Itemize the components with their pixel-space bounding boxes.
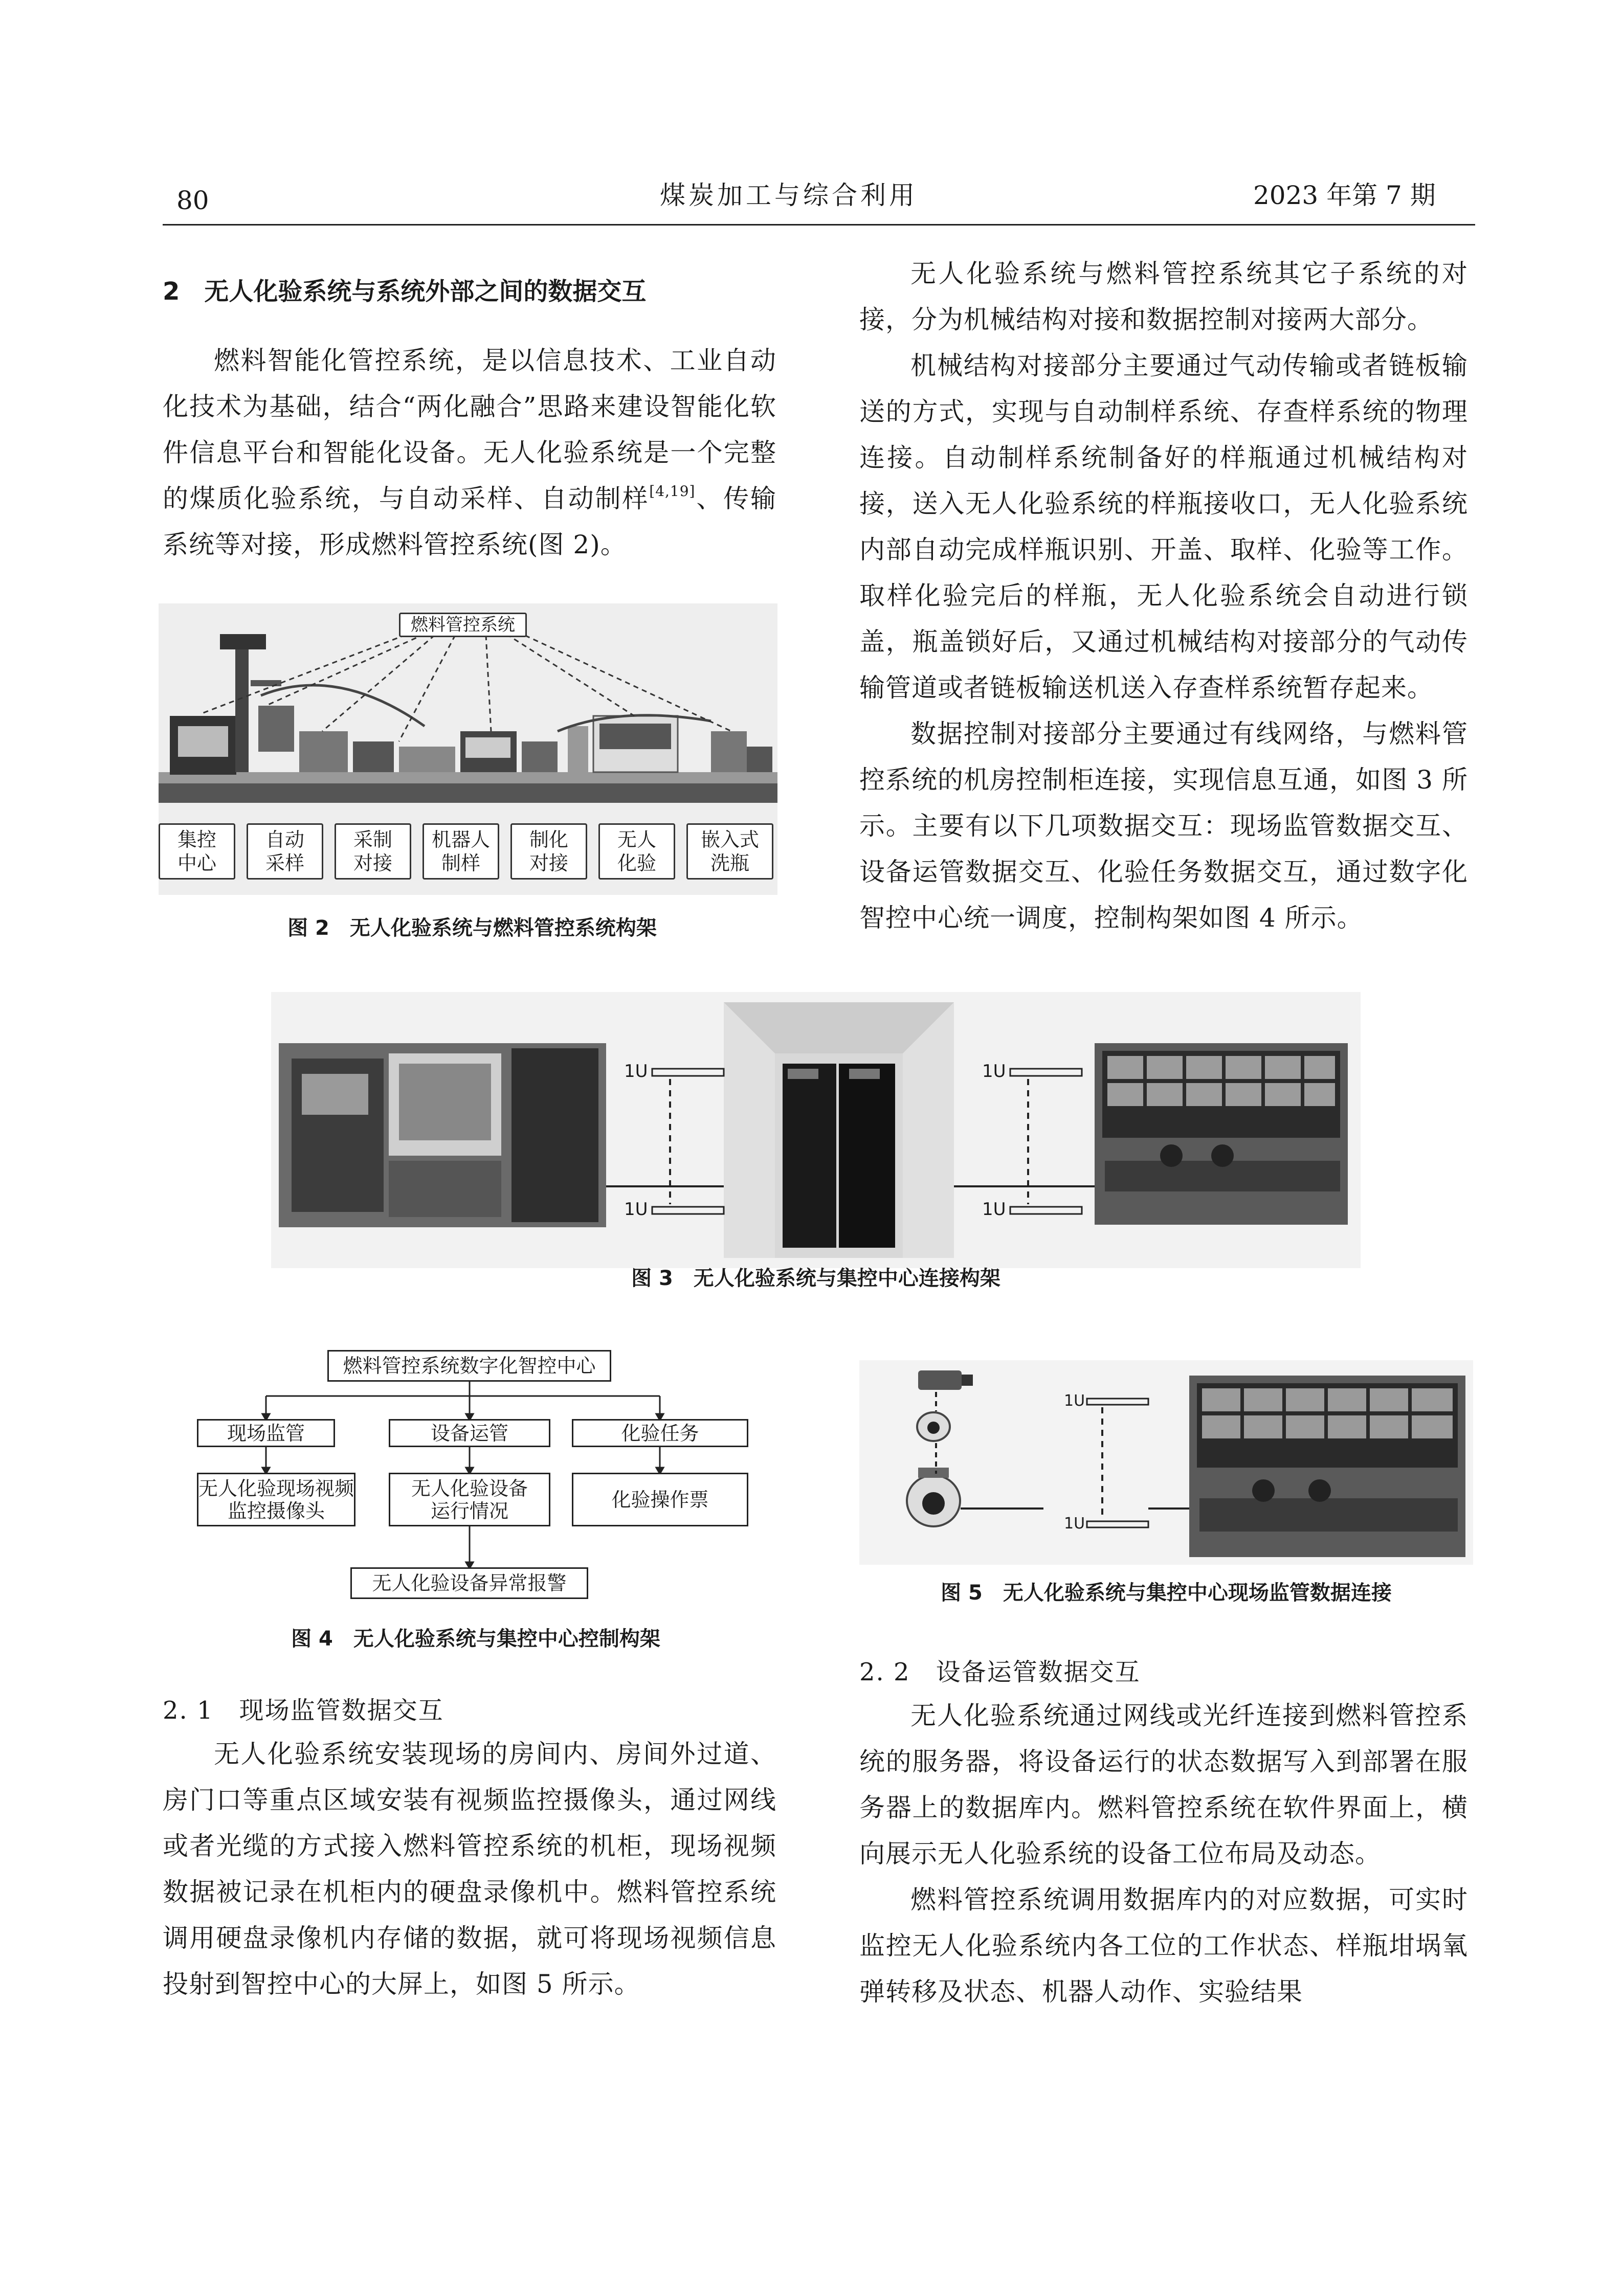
- fig4-node-site-supervision: 现场监管: [197, 1419, 335, 1447]
- fig4-bottom-node: 无人化验设备异常报警: [350, 1567, 588, 1599]
- fig3-rack-label-2: 1U: [624, 1199, 648, 1220]
- subsection-2-2-paragraph-2: 燃料管控系统调用数据库内的对应数据，可实时监控无人化验系统内各工位的工作状态、样瓶坩埚氧弹转移及状态、机器人动作、实验结果: [859, 1885, 1468, 2007]
- subsection-2-2-heading: 2. 2 设备运管数据交互: [859, 1658, 1141, 1686]
- right-paragraph-2: 机械结构对接部分主要通过气动传输或者链板输送的方式，实现与自动制样系统、存查样系统的物理连接。自动制样系统制备好的样瓶通过机械结构对接，送入无人化验系统的样瓶接收口，无人化验系统内部自动完成样瓶识别、开盖、取样、化验等工作。取样化验完后的样瓶，无人化验系统会自动进行锁盖，瓶盖锁好后，又通过机械结构对接部分的气动传输管道或者链板输送机送入存查样系统暂存起来。: [859, 351, 1468, 703]
- subsection-2-2-paragraph-1: 无人化验系统通过网线或光纤连接到燃料管控系统的服务器，将设备运行的状态数据写入到部署在服务器上的数据库内。燃料管控系统在软件界面上，横向展示无人化验系统的设备工位布局及动态。: [859, 1701, 1468, 1869]
- fig2-label-bottle-wash: 嵌入式 洗瓶: [686, 823, 773, 880]
- section-heading: 2 无人化验系统与系统外部之间的数据交互: [163, 277, 647, 306]
- fig5-caption: 图 5 无人化验系统与集控中心现场监管数据连接: [941, 1581, 1392, 1605]
- page-number: 80: [176, 186, 209, 215]
- fig4-node-lab-task: 化验任务: [572, 1419, 748, 1447]
- issue-label: 2023 年第 7 期: [1253, 181, 1436, 210]
- fig3-rack-label-1: 1U: [624, 1061, 648, 1082]
- fig5-illustration: [859, 1360, 1473, 1565]
- subsection-2-1-heading: 2. 1 现场监管数据交互: [163, 1696, 444, 1725]
- fig2-top-label: 燃料管控系统: [399, 613, 527, 637]
- header-rule: [163, 224, 1475, 226]
- fig4-node-camera: 无人化验现场视频 监控摄像头: [197, 1473, 355, 1526]
- fig4-top-node: 燃料管控系统数字化智控中心: [327, 1350, 611, 1382]
- fig4-node-equipment-status: 无人化验设备 运行情况: [389, 1473, 550, 1526]
- figure-3: [271, 992, 1361, 1268]
- fig4-node-operation-ticket: 化验操作票: [572, 1473, 748, 1526]
- fig2-label-sampling-docking: 采制 对接: [335, 823, 411, 880]
- fig3-illustration: [271, 992, 1361, 1268]
- fig2-label-robot-prep: 机器人 制样: [422, 823, 499, 880]
- fig3-caption: 图 3 无人化验系统与集控中心连接构架: [631, 1267, 1000, 1290]
- fig5-rack-label-1: 1U: [1064, 1392, 1085, 1410]
- fig2-label-prep-docking: 制化 对接: [510, 823, 587, 880]
- fig3-rack-label-3: 1U: [982, 1061, 1006, 1082]
- fig5-rack-label-2: 1U: [1064, 1515, 1085, 1533]
- figure-4: [189, 1350, 762, 1611]
- fig4-node-equipment-ops: 设备运管: [389, 1419, 550, 1447]
- fig2-label-unmanned-lab: 无人 化验: [598, 823, 675, 880]
- fig4-caption: 图 4 无人化验系统与集控中心控制构架: [291, 1627, 660, 1651]
- fig2-caption: 图 2 无人化验系统与燃料管控系统构架: [287, 916, 657, 940]
- figure-5: [859, 1360, 1473, 1565]
- fig2-label-auto-sampling: 自动 采样: [247, 823, 323, 880]
- fig2-label-control-center: 集控 中心: [159, 823, 235, 880]
- section2-paragraph: 燃料智能化管控系统，是以信息技术、工业自动化技术为基础，结合“两化融合”思路来建设智能化软件信息平台和智能化设备。无人化验系统是一个完整的煤质化验系统，与自动采样、自动制样[4,19]、传输系统等对接，形成燃料管控系统(图 2)。: [163, 346, 777, 559]
- subsection-2-1-paragraph: 无人化验系统安装现场的房间内、房间外过道、房门口等重点区域安装有视频监控摄像头，通过网线或者光缆的方式接入燃料管控系统的机柜，现场视频数据被记录在机柜内的硬盘录像机中。燃料管控系统调用硬盘录像机内存储的数据，就可将现场视频信息投射到智控中心的大屏上，如图 5 所示。: [163, 1739, 776, 1999]
- right-paragraph-1: 无人化验系统与燃料管控系统其它子系统的对接，分为机械结构对接和数据控制对接两大部分。: [859, 259, 1468, 334]
- figure-2: [159, 603, 777, 895]
- right-paragraph-3: 数据控制对接部分主要通过有线网络，与燃料管控系统的机房控制柜连接，实现信息互通，如图 3 所示。主要有以下几项数据交互：现场监管数据交互、设备运管数据交互、化验任务数据交互，通过数字化智控中心统一调度，控制构架如图 4 所示。: [859, 719, 1468, 933]
- fig3-rack-label-4: 1U: [982, 1199, 1006, 1220]
- journal-title: 煤炭加工与综合利用: [660, 181, 918, 210]
